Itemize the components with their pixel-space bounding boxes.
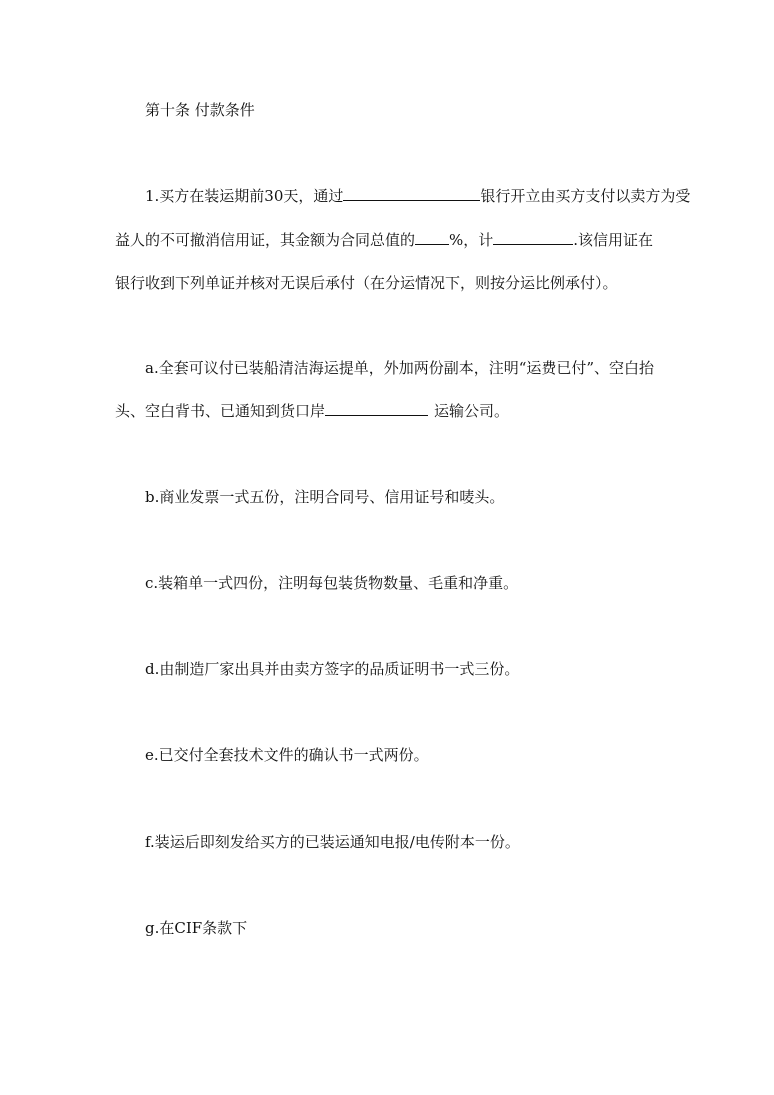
item-e: e.已交付全套技术文件的确认书一式两份。 [145,746,429,764]
item-c: c.装箱单一式四份，注明每包装货物数量、毛重和净重。 [145,574,519,592]
port-blank[interactable] [325,401,428,416]
item-f: f.装运后即刻发给买方的已装运通知电报/电传附本一份。 [145,833,520,851]
item-a-line2: 头、空白背书、已通知到货口岸 运输公司。 [115,402,510,420]
amount-blank[interactable] [493,230,573,245]
item-b: b.商业发票一式五份，注明合同号、信用证号和唛头。 [145,488,505,506]
percent-blank[interactable] [415,230,449,245]
item-g: g.在CIF条款下 [145,919,248,937]
clause1-line1: 1.买方在装运期前30天，通过 银行开立由买方支付以卖方为受 [145,187,691,205]
bank-name-blank[interactable] [343,186,480,201]
section-heading: 第十条 付款条件 [145,101,255,119]
item-d: d.由制造厂家出具并由卖方签字的品质证明书一式三份。 [145,660,520,678]
item-a-line1: a.全套可议付已装船清洁海运提单，外加两份副本，注明“运费已付”、空白抬 [145,359,655,377]
clause1-line3: 银行收到下列单证并核对无误后承付（在分运情况下，则按分运比例承付）。 [115,274,618,292]
clause1-line2: 益人的不可撤消信用证，其金额为合同总值的 %，计 .该信用证在 [115,231,654,249]
